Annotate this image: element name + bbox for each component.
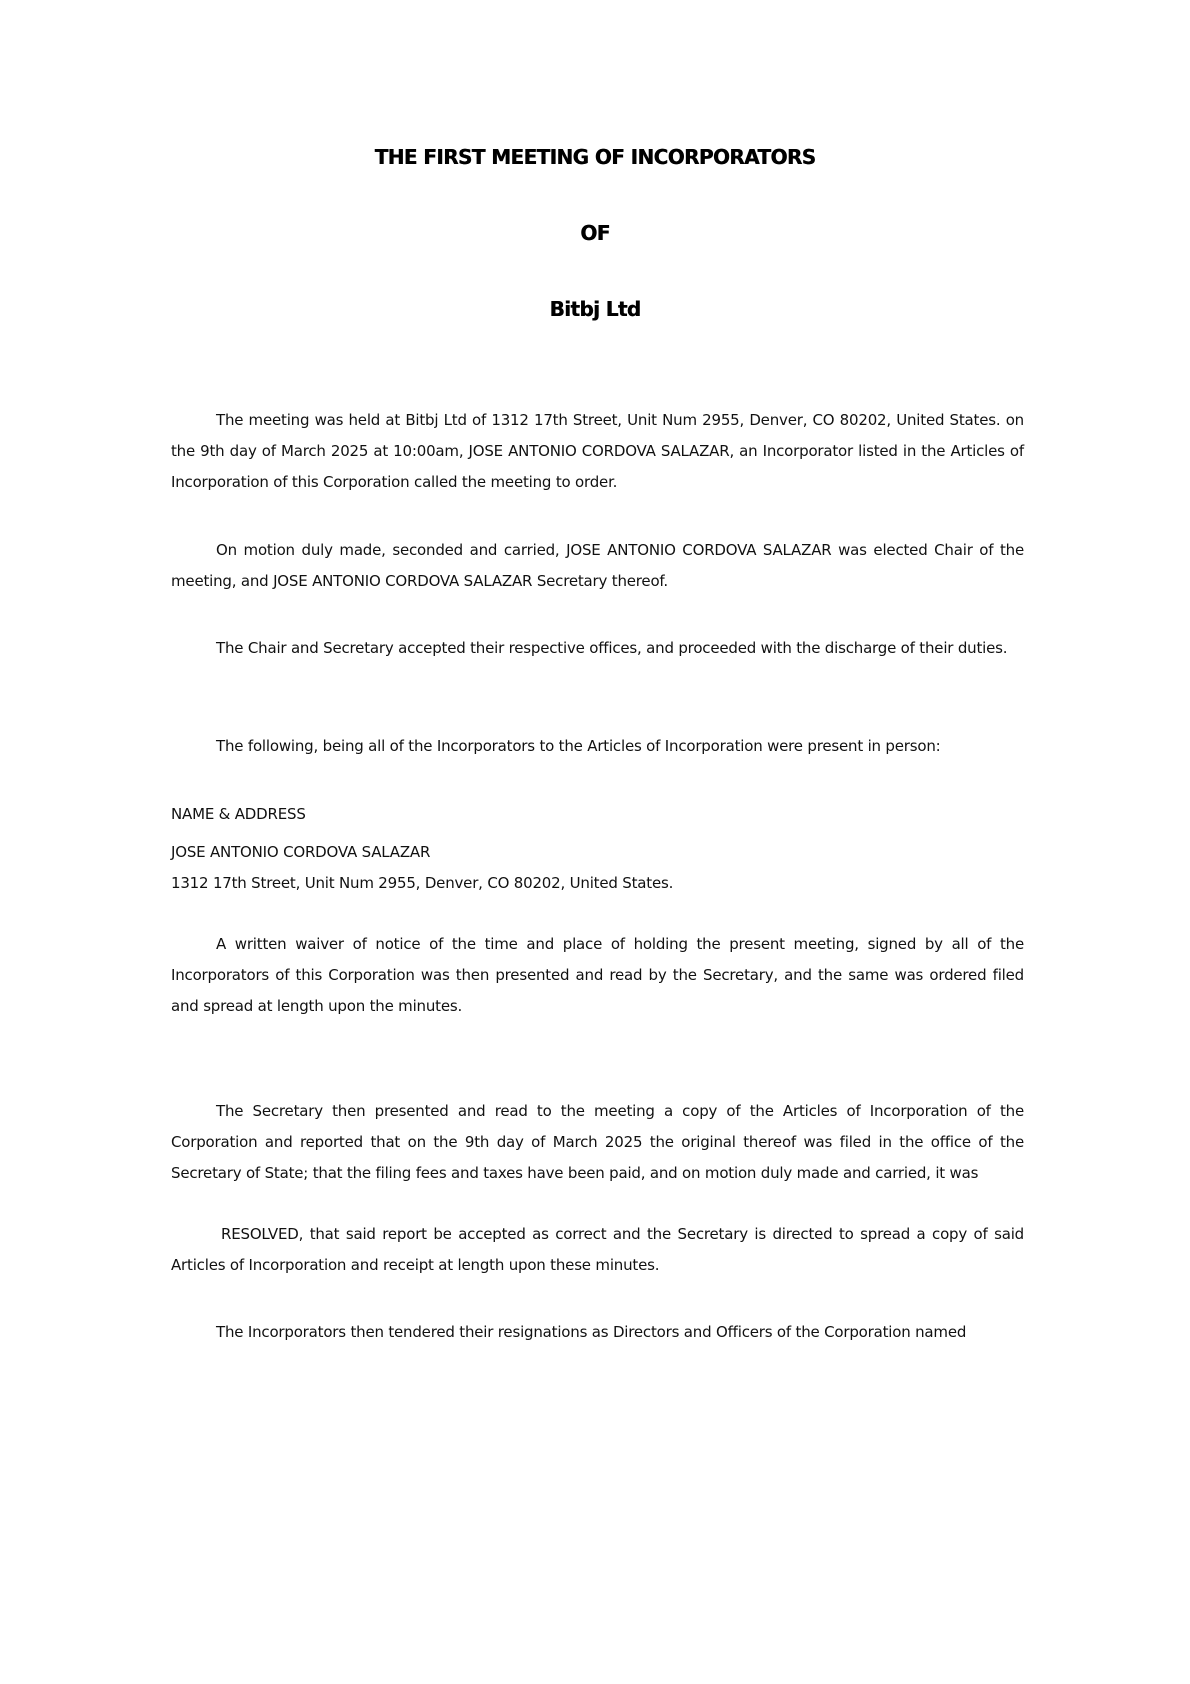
paragraph-written-waiver: A written waiver of notice of the time and place of holding the present meeting, signed by all of the Incorporators of this Corporation was then presented and read by the Secretary, and the same was ordered filed and spread at length upon the minutes. bbox=[171, 935, 1024, 1015]
company-name: Bitbj Ltd bbox=[549, 297, 641, 321]
incorporator-name: JOSE ANTONIO CORDOVA SALAZAR bbox=[171, 843, 431, 861]
document-title: THE FIRST MEETING OF INCORPORATORS bbox=[374, 145, 816, 169]
paragraph-offices-accepted: The Chair and Secretary accepted their respective offices, and proceeded with the discharge of their duties. bbox=[216, 639, 1008, 657]
paragraph-articles-presented: The Secretary then presented and read to the meeting a copy of the Articles of Incorporation of the Corporation and reported that on the 9th day of March 2025 the original thereof was filed in the office of the Secretary of State; that the filing fees and taxes have been paid, and on motion duly made and carried, it was bbox=[171, 1102, 1024, 1182]
title-of: OF bbox=[580, 221, 610, 245]
paragraph-meeting-held: The meeting was held at Bitbj Ltd of 1312 17th Street, Unit Num 2955, Denver, CO 80202, United States. on the 9th day of March 2025 at 10:00am, JOSE ANTONIO CORDOVA SALAZAR, an Incorporator listed in the Articles of Incorporation of this Corporation called the meeting to order. bbox=[171, 411, 1024, 491]
name-address-heading: NAME & ADDRESS bbox=[171, 805, 306, 823]
paragraph-resolved: RESOLVED, that said report be accepted as correct and the Secretary is directed to spread a copy of said Articles of Incorporation and receipt at length upon these minutes. bbox=[171, 1225, 1024, 1274]
paragraph-chair-elected: On motion duly made, seconded and carried, JOSE ANTONIO CORDOVA SALAZAR was elected Chair of the meeting, and JOSE ANTONIO CORDOVA SALAZAR Secretary thereof. bbox=[171, 541, 1024, 590]
paragraph-resignations: The Incorporators then tendered their resignations as Directors and Officers of the Corporation named bbox=[216, 1323, 967, 1341]
paragraph-incorporators-present: The following, being all of the Incorporators to the Articles of Incorporation were present in person: bbox=[216, 737, 941, 755]
incorporator-address: 1312 17th Street, Unit Num 2955, Denver, CO 80202, United States. bbox=[171, 874, 674, 892]
